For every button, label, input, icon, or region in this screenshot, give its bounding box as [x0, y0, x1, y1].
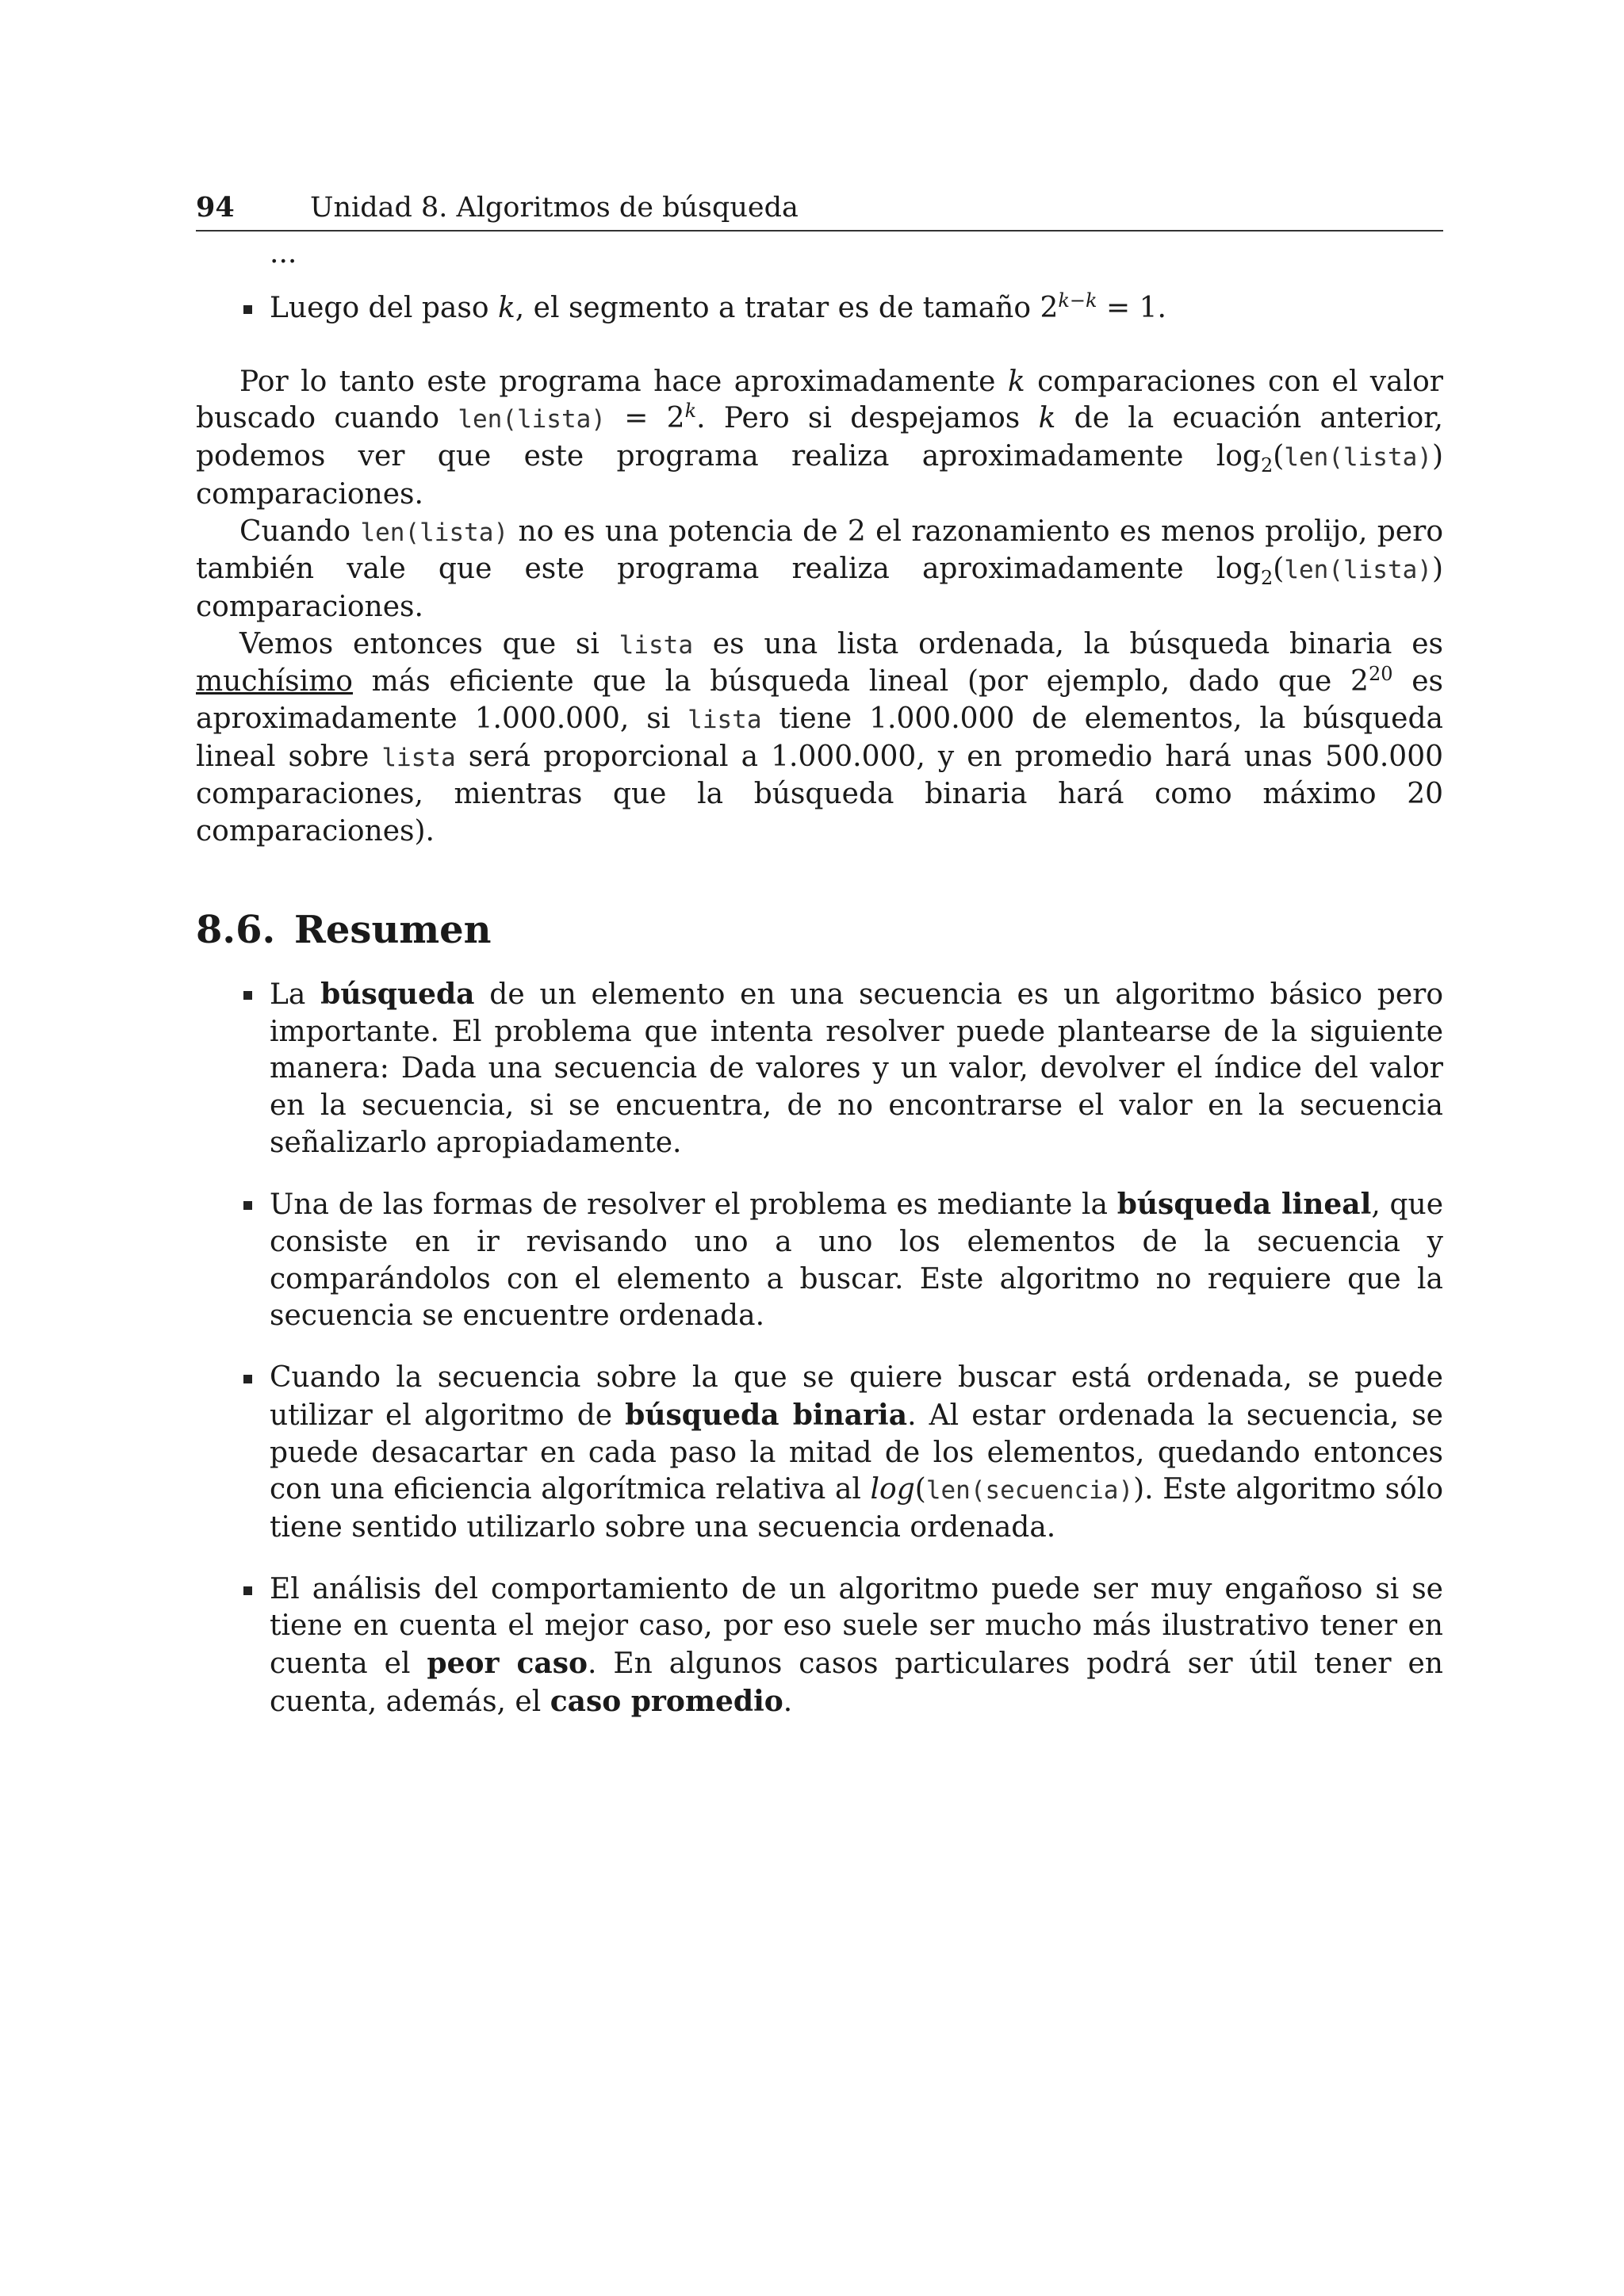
section-title: Resumen [294, 907, 492, 952]
document-page [196, 190, 1443, 1746]
list-item: Cuando la secuencia sobre la que se quiere buscar está ordenada, se puede utilizar el algoritmo de búsqueda binaria. Al estar ordenada la secuencia, se puede desacartar en cada paso la mitad de los elementos, quedando entonces con una eficiencia algorítmica relativa al log(len(secuencia)). Este algoritmo sólo tiene sentido utilizarlo sobre una secuencia ordenada. [196, 1360, 1443, 1547]
bullet-icon [243, 1586, 252, 1595]
list-item: Luego del paso k, el segmento a tratar es de tamaño $2^{k-k} = 1$. [196, 290, 1443, 327]
list-item: La búsqueda de un elemento en una secuencia es un algoritmo básico pero importante. El problema que intenta resolver puede plantearse de la siguiente manera: Dada una secuencia de valores y un valor, devolver el índice del valor en la secuencia, si se encuentra, de no encontrarse el valor en la secuencia señalizarlo apropiadamente. [196, 976, 1443, 1162]
page-number: 94 [196, 191, 235, 224]
running-header [196, 190, 1443, 232]
bullet-icon [243, 1375, 252, 1383]
summary-list [196, 976, 1443, 1721]
bullet-icon [243, 991, 252, 1000]
list-item: Una de las formas de resolver el problema es mediante la búsqueda lineal, que consiste en ir revisando uno a uno los elementos de la secuencia y comparándolos con el elemento a buscar. Este algoritmo no requiere que la secuencia se encuentre ordenada. [196, 1186, 1443, 1335]
ellipsis: ... [270, 237, 297, 270]
step-list [196, 290, 1443, 327]
bullet-icon [243, 1201, 252, 1210]
body-paragraphs [196, 364, 1443, 851]
section-number: 8.6. [196, 907, 276, 952]
bullet-icon [243, 305, 252, 314]
section-heading [196, 906, 1443, 954]
list-item: El análisis del comportamiento de un algoritmo puede ser muy engañoso si se tiene en cuenta el mejor caso, por eso suele ser mucho más ilustrativo tener en cuenta el peor caso. En algunos casos particulares podrá ser útil tener en cuenta, además, el caso promedio. [196, 1571, 1443, 1721]
paragraph: Vemos entonces que si lista es una lista ordenada, la búsqueda binaria es muchísimo más eficiente que la búsqueda lineal (por ejemplo, dado que $2^{20}$ es aproximadamente 1.000.000, si lista tiene 1.000.000 de elementos, la búsqueda lineal sobre lista será proporcional a 1.000.000, y en promedio hará unas 500.000 comparaciones, mientras que la búsqueda binaria hará como máximo 20 comparaciones). [196, 627, 1443, 848]
chapter-title: Unidad 8. Algoritmos de búsqueda [310, 192, 799, 224]
paragraph: Por lo tanto este programa hace aproximadamente k comparaciones con el valor buscado cuando len(lista) = $2^k$. Pero si despejamos k de la ecuación anterior, podemos ver que este programa realiza aproximadamente $\log_2(len(lista))$ comparaciones. [196, 365, 1443, 511]
paragraph: Cuando len(lista) no es una potencia de 2 el razonamiento es menos prolijo, pero también vale que este programa realiza aproximadamente $\log_2(len(lista))$ comparaciones. [196, 515, 1443, 623]
